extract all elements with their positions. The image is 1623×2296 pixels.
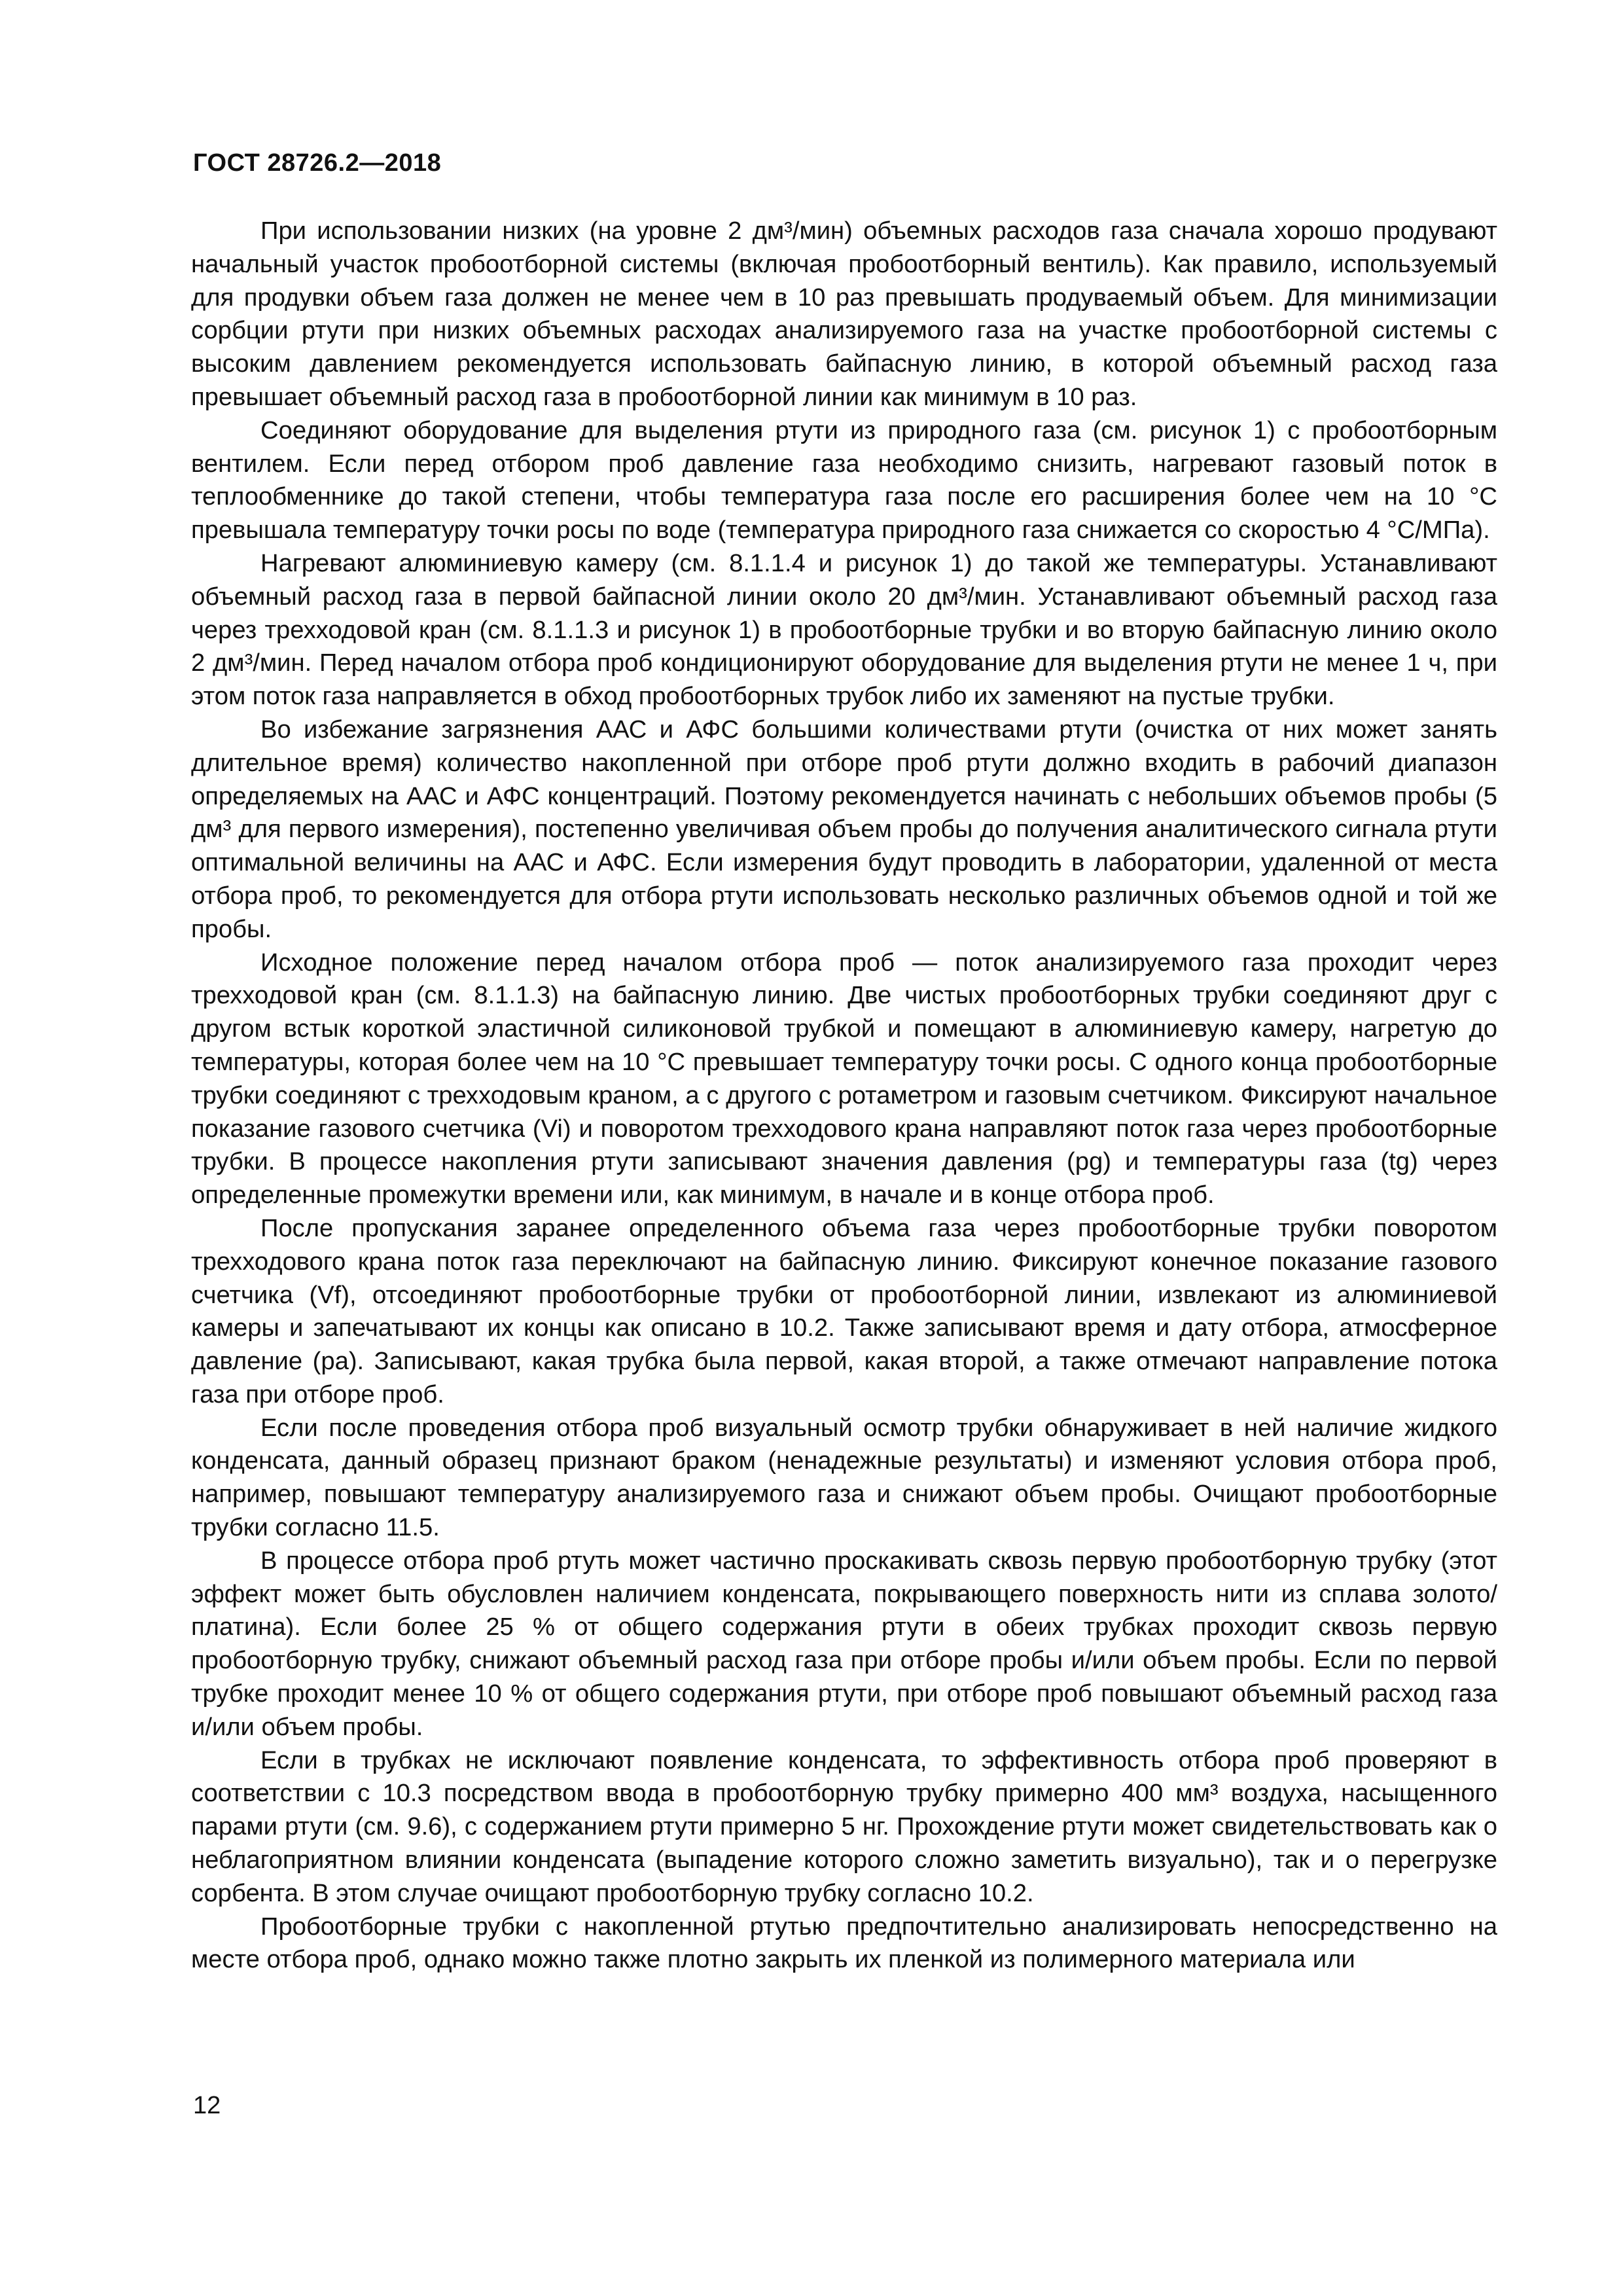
paragraph-3: Нагревают алюминиевую камеру (см. 8.1.1.4 и рисунок 1) до такой же температуры. Устанавливают объемный расход газа в первой байпасной линии около 20 дм³/мин. Устанавливают объемный расход газа через трехходовой кран (см. 8.1.1.3 и рисунок 1) в пробоотборные трубки и во вторую байпасную линию около 2 дм³/мин. Перед началом отбора проб кондиционируют оборудование для выделения ртути не менее 1 ч, при этом поток газа направляется в обход пробоотборных трубок либо их заменяют на пустые трубки. — [191, 548, 1497, 711]
paragraph-8: В процессе отбора проб ртуть может частично проскакивать сквозь первую пробоотборную трубку (этот эффект может быть обусловлен наличием конденсата, покрывающего поверхность нити из сплава золото/платина). Если более 25 % от общего содержания ртути в обеих трубках проходит сквозь первую пробоотборную трубку, снижают объемный расход газа при отборе пробы и/или объем пробы. Если по первой трубке проходит менее 10 % от общего содержания ртути, при отборе проб повышают объемный расход газа и/или объем пробы. — [191, 1546, 1497, 1741]
paragraph-10: Пробоотборные трубки с накопленной ртутью предпочтительно анализировать непосредственно на месте отбора проб, однако можно также плотно закрыть их пленкой из полимерного материала или — [191, 1912, 1497, 1974]
document-body — [191, 215, 1497, 1977]
paragraph-4: Во избежание загрязнения ААС и АФС большими количествами ртути (очистка от них может занять длительное время) количество накопленной при отборе проб ртути должно входить в рабочий диапазон определяемых на ААС и АФС концентраций. Поэтому рекомендуется начинать с небольших объемов пробы (5 дм³ для первого измерения), постепенно увеличивая объем пробы до получения аналитического сигнала ртути оптимальной величины на ААС и АФС. Если измерения будут проводить в лаборатории, удаленной от места отбора проб, то рекомендуется для отбора ртути использовать несколько различных объемов одной и той же пробы. — [191, 715, 1497, 943]
page-number: 12 — [193, 2092, 221, 2119]
document-code-header: ГОСТ 28726.2—2018 — [193, 149, 442, 177]
paragraph-1: При использовании низких (на уровне 2 дм³/мин) объемных расходов газа сначала хорошо продувают начальный участок пробоотборной системы (включая пробоотборный вентиль). Как правило, используемый для продувки объем газа должен не менее чем в 10 раз превышать продуваемый объем. Для минимизации сорбции ртути при низких объемных расходах анализируемого газа на участке пробоотборной системы с высоким давлением рекомендуется использовать байпасную линию, в которой объемный расход газа превышает объемный расход газа в пробоотборной линии как минимум в 10 раз. — [191, 217, 1497, 411]
paragraph-5: Исходное положение перед началом отбора проб — поток анализируемого газа проходит через трехходовой кран (см. 8.1.1.3) на байпасную линию. Две чистых пробоотборных трубки соединяют друг с другом встык короткой эластичной силиконовой трубкой и помещают в алюминиевую камеру, нагретую до температуры, которая более чем на 10 °С превышает температуру точки росы. С одного конца пробоотборные трубки соединяют с трехходовым краном, а с другого с ротаметром и газовым счетчиком. Фиксируют начальное показание газового счетчика (Vi) и поворотом трехходового крана направляют поток газа через пробоотборные трубки. В процессе накопления ртути записывают значения давления (pg) и температуры газа (tg) через определенные промежутки времени или, как минимум, в начале и в конце отбора проб. — [191, 948, 1497, 1210]
paragraph-6: После пропускания заранее определенного объема газа через пробоотборные трубки поворотом трехходового крана поток газа переключают на байпасную линию. Фиксируют конечное показание газового счетчика (Vf), отсоединяют пробоотборные трубки от пробоотборной линии, извлекают из алюминиевой камеры и запечатывают их концы как описано в 10.2. Также записывают время и дату отбора, атмосферное давление (pa). Записывают, какая трубка была первой, какая второй, а также отмечают направление потока газа при отборе проб. — [191, 1213, 1497, 1408]
paragraph-9: Если в трубках не исключают появление конденсата, то эффективность отбора проб проверяют в соответствии с 10.3 посредством ввода в пробоотборную трубку примерно 400 мм³ воздуха, насыщенного парами ртути (см. 9.6), с содержанием ртути примерно 5 нг. Прохождение ртути может свидетельствовать как о неблагоприятном влиянии конденсата (выпадение которого сложно заметить визуально), так и о перегрузке сорбента. В этом случае очищают пробоотборную трубку согласно 10.2. — [191, 1746, 1497, 1907]
paragraph-7: Если после проведения отбора проб визуальный осмотр трубки обнаруживает в ней наличие жидкого конденсата, данный образец признают браком (ненадежные результаты) и изменяют условия отбора проб, например, повышают температуру анализируемого газа и снижают объем пробы. Очищают пробоотборные трубки согласно 11.5. — [191, 1413, 1497, 1542]
paragraph-2: Соединяют оборудование для выделения ртути из природного газа (см. рисунок 1) с пробоотборным вентилем. Если перед отбором проб давление газа необходимо снизить, нагревают газовый поток в теплообменнике до такой степени, чтобы температура газа после его расширения более чем на 10 °С превышала температуру точки росы по воде (температура природного газа снижается со скоростью 4 °С/МПа). — [191, 416, 1497, 545]
